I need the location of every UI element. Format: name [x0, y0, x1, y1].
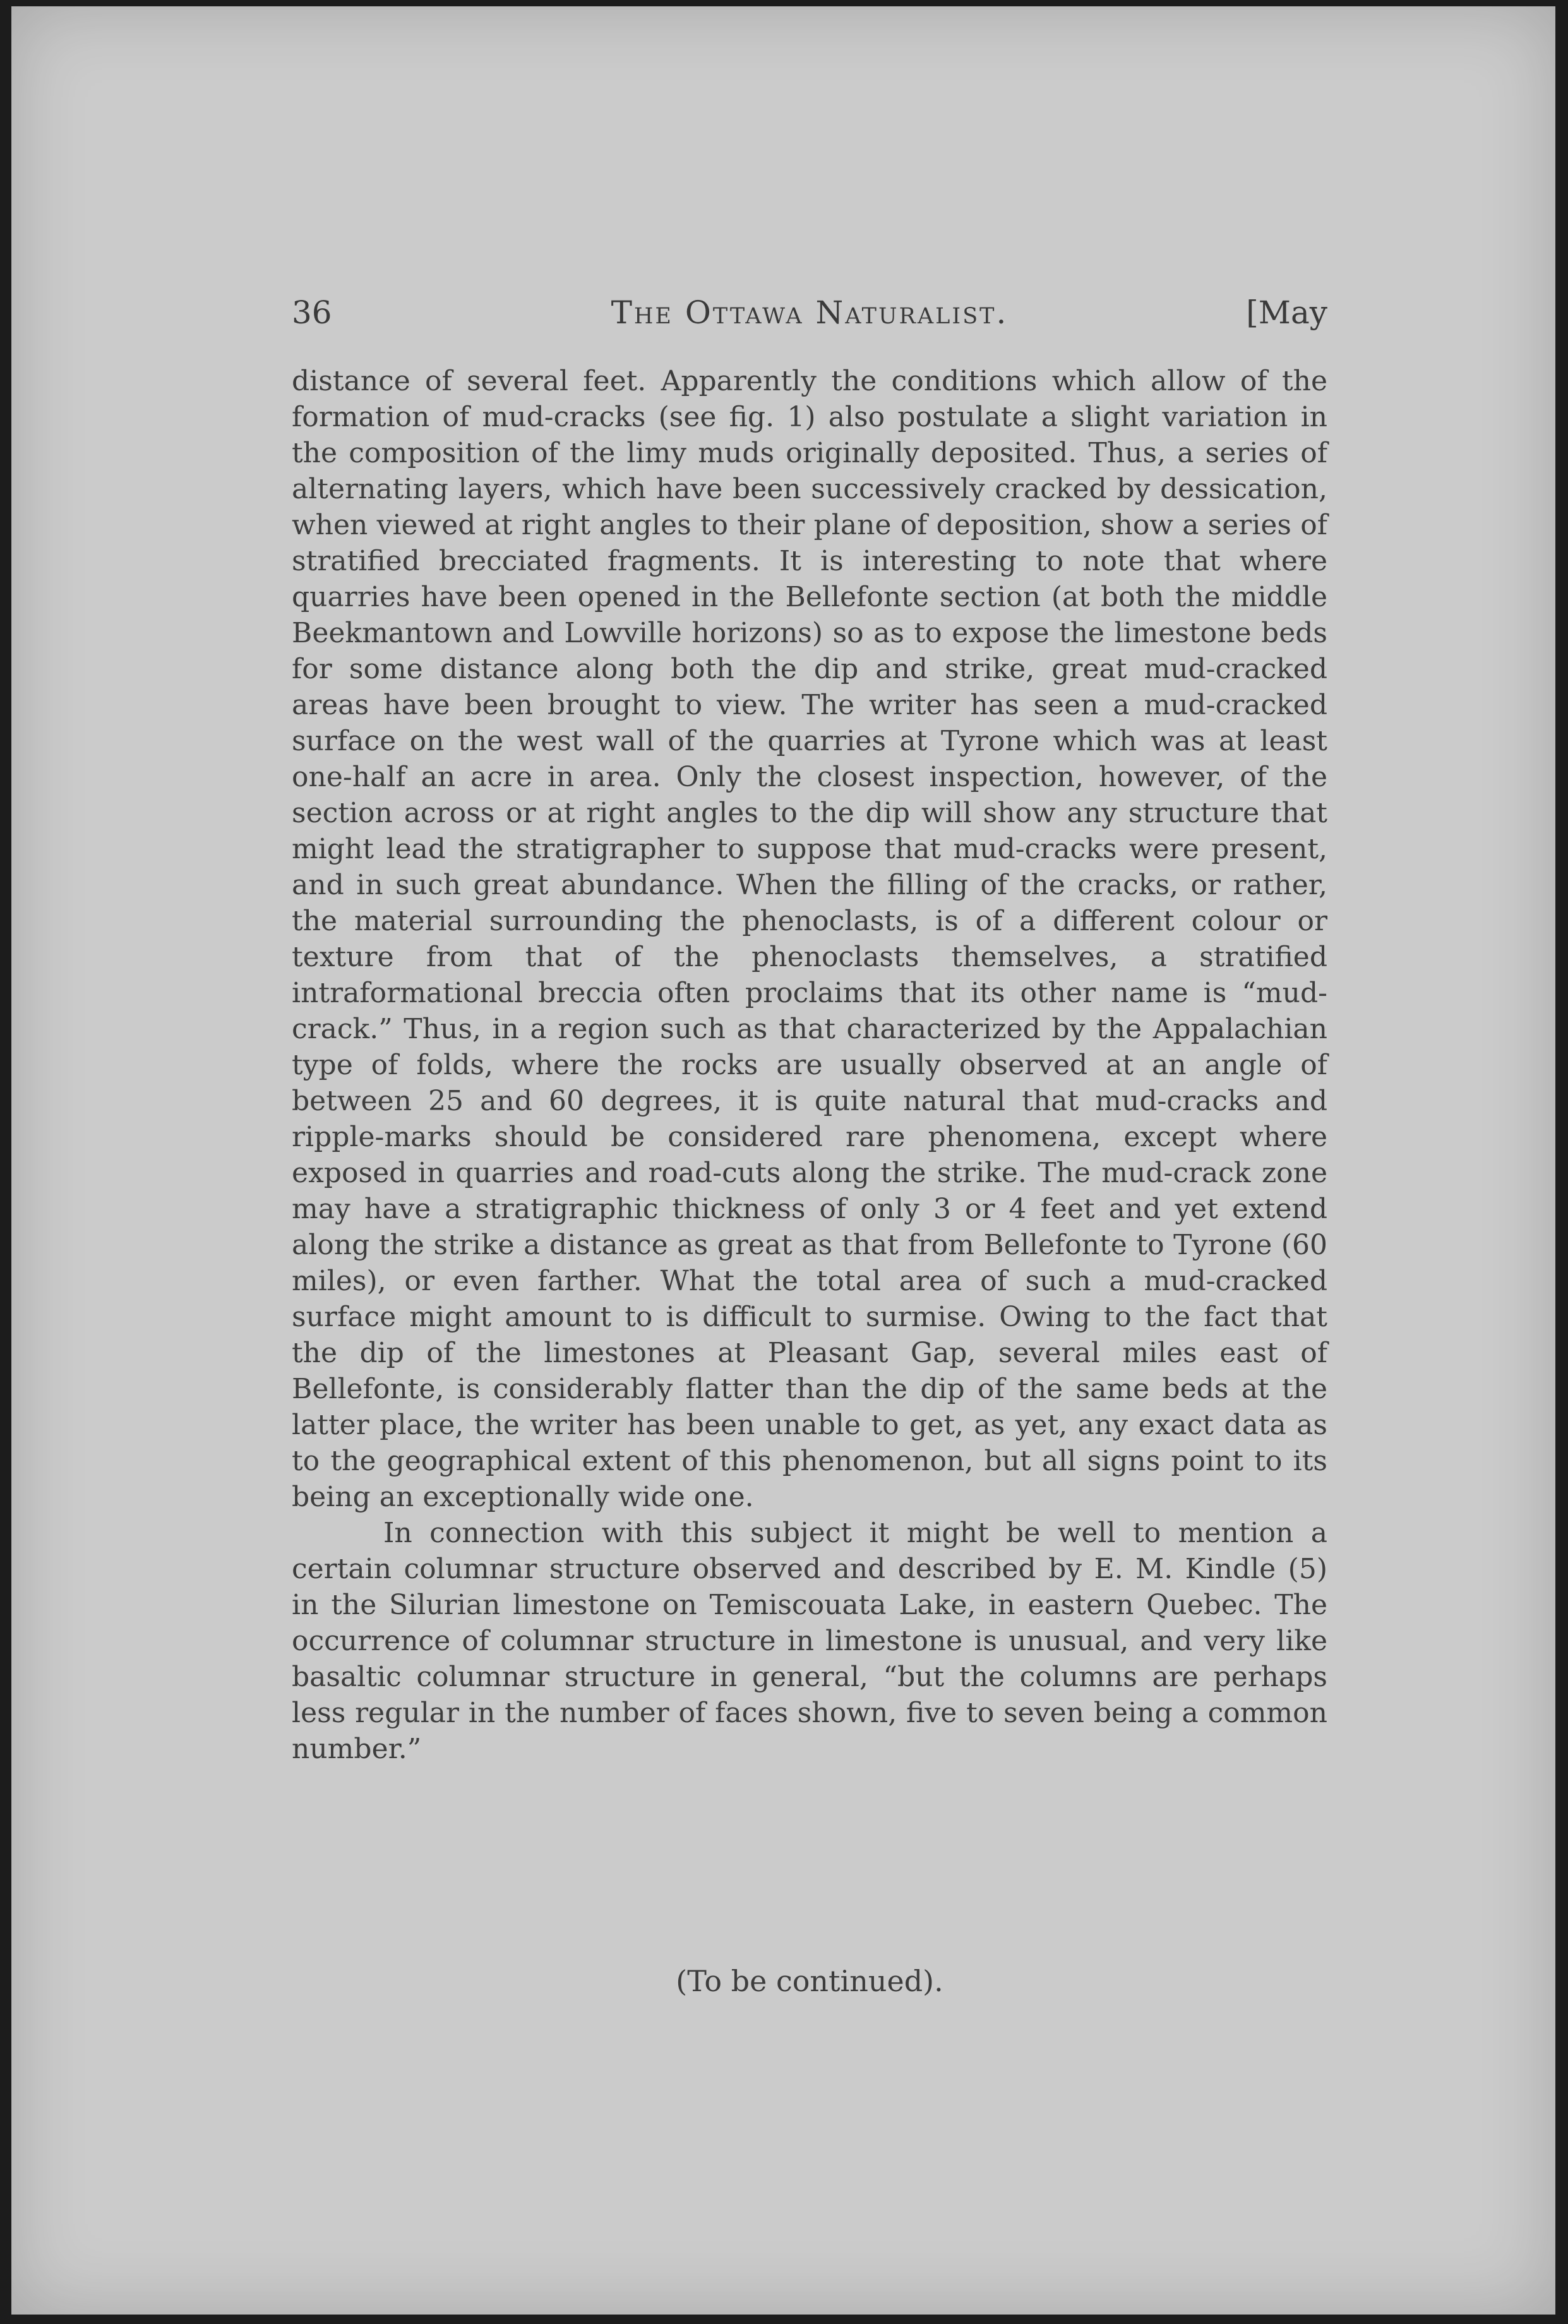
- running-head: [292, 283, 1327, 340]
- journal-title: The Ottawa Naturalist.: [611, 294, 1008, 331]
- body-text: [292, 363, 1327, 1767]
- paragraph-2: In connection with this subject it might be well to mention a certain columnar structure observed and described by E. M. Kindle (5) in the Silurian limestone on Temiscouata Lake, in eastern Quebec. The occurrence of columnar structure in limestone is unusual, and very like basaltic columnar structure in general, “but the columns are perhaps less regular in the number of faces shown, five to seven being a common number.”: [292, 1517, 1327, 1765]
- continued-note: (To be continued).: [676, 1964, 943, 1998]
- paragraph-1: distance of several feet. Apparently the conditions which allow of the formation of mud-cracks (see fig. 1) also postulate a slight variation in the composition of the limy muds originally deposited. Thus, a series of alternating layers, which have been successively cracked by dessication, when viewed at right angles to their plane of deposition, show a series of stratified brecciated fragments. It is interesting to note that where quarries have been opened in the Bellefonte section (at both the middle Beekmantown and Lowville horizons) so as to expose the limestone beds for some distance along both the dip and strike, great mud-cracked areas have been brought to view. The writer has seen a mud-cracked surface on the west wall of the quarries at Tyrone which was at least one-half an acre in area. Only the closest inspection, however, of the section across or at right angles to the dip will show any structure that might lead the stratigrapher to suppose that mud-cracks were present, and in such great abundance. When the filling of the cracks, or rather, the material surrounding the phenoclasts, is of a different colour or texture from that of the phenoclasts themselves, a stratified intraformational breccia often proclaims that its other name is “mud-crack.” Thus, in a region such as that characterized by the Appalachian type of folds, where the rocks are usually observed at an angle of between 25 and 60 degrees, it is quite natural that mud-cracks and ripple-marks should be considered rare phenomena, except where exposed in quarries and road-cuts along the strike. The mud-crack zone may have a stratigraphic thickness of only 3 or 4 feet and yet extend along the strike a distance as great as that from Bellefonte to Tyrone (60 miles), or even farther. What the total area of such a mud-cracked surface might amount to is difficult to surmise. Owing to the fact that the dip of the limestones at Pleasant Gap, several miles east of Bellefonte, is considerably flatter than the dip of the same beds at the latter place, the writer has been unable to get, as yet, any exact data as to the geographical extent of this phenomenon, but all signs point to its being an exceptionally wide one.: [292, 365, 1327, 1513]
- page-number: 36: [292, 294, 332, 331]
- issue-month: [May: [1246, 294, 1327, 331]
